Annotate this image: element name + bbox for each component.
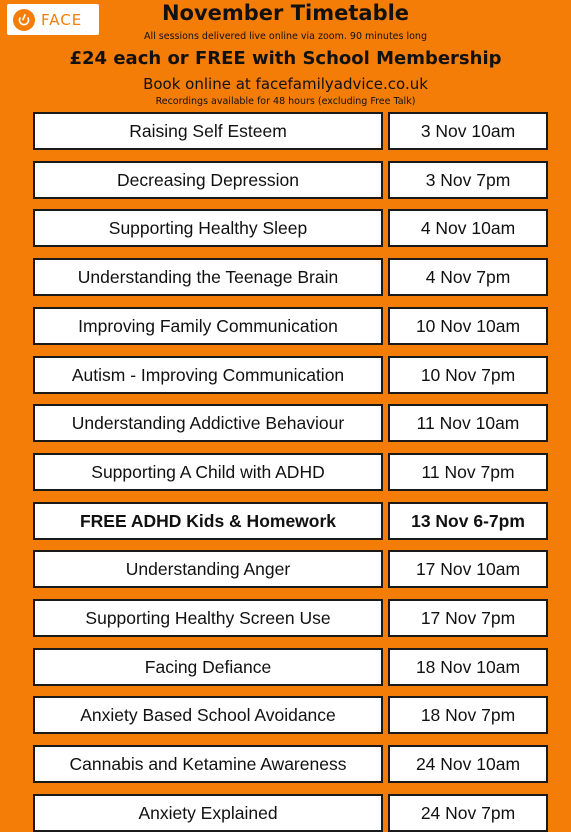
session-row	[0, 745, 571, 783]
session-date: 4 Nov 10am	[388, 209, 548, 247]
session-title: Decreasing Depression	[33, 161, 383, 199]
session-date: 11 Nov 10am	[388, 404, 548, 442]
session-date: 3 Nov 10am	[388, 112, 548, 150]
session-date: 11 Nov 7pm	[388, 453, 548, 491]
session-title: Supporting A Child with ADHD	[33, 453, 383, 491]
session-title: Understanding the Teenage Brain	[33, 258, 383, 296]
session-row	[0, 599, 571, 637]
session-row	[0, 696, 571, 734]
session-title: Facing Defiance	[33, 648, 383, 686]
recordings-note: Recordings available for 48 hours (excluding Free Talk)	[155, 96, 416, 107]
session-title: FREE ADHD Kids & Homework	[33, 502, 383, 540]
session-date: 24 Nov 10am	[388, 745, 548, 783]
session-row	[0, 307, 571, 345]
session-date: 24 Nov 7pm	[388, 794, 548, 832]
session-date: 17 Nov 7pm	[388, 599, 548, 637]
session-row	[0, 648, 571, 686]
session-row	[0, 258, 571, 296]
session-row	[0, 356, 571, 394]
session-title: Supporting Healthy Sleep	[33, 209, 383, 247]
page-title: November Timetable	[161, 1, 410, 25]
session-row	[0, 794, 571, 832]
session-title: Understanding Anger	[33, 550, 383, 588]
session-date: 17 Nov 10am	[388, 550, 548, 588]
session-title: Understanding Addictive Behaviour	[33, 404, 383, 442]
session-date: 13 Nov 6-7pm	[388, 502, 548, 540]
delivery-note: All sessions delivered live online via zoom. 90 minutes long	[143, 31, 427, 42]
session-date: 4 Nov 7pm	[388, 258, 548, 296]
price-note: £24 each or FREE with School Membership	[69, 48, 502, 69]
session-date: 10 Nov 7pm	[388, 356, 548, 394]
session-date: 18 Nov 7pm	[388, 696, 548, 734]
session-date: 18 Nov 10am	[388, 648, 548, 686]
booking-note: Book online at facefamilyadvice.co.uk	[143, 75, 428, 93]
session-title: Anxiety Based School Avoidance	[33, 696, 383, 734]
logo-text: FACE	[41, 10, 83, 29]
session-title: Improving Family Communication	[33, 307, 383, 345]
session-row	[0, 550, 571, 588]
session-row	[0, 112, 571, 150]
session-date: 3 Nov 7pm	[388, 161, 548, 199]
session-title: Cannabis and Ketamine Awareness	[33, 745, 383, 783]
session-row	[0, 404, 571, 442]
session-title: Autism - Improving Communication	[33, 356, 383, 394]
session-title: Supporting Healthy Screen Use	[33, 599, 383, 637]
session-row	[0, 502, 571, 540]
session-row	[0, 209, 571, 247]
session-title: Raising Self Esteem	[33, 112, 383, 150]
session-date: 10 Nov 10am	[388, 307, 548, 345]
session-title: Anxiety Explained	[33, 794, 383, 832]
session-row	[0, 453, 571, 491]
session-row	[0, 161, 571, 199]
